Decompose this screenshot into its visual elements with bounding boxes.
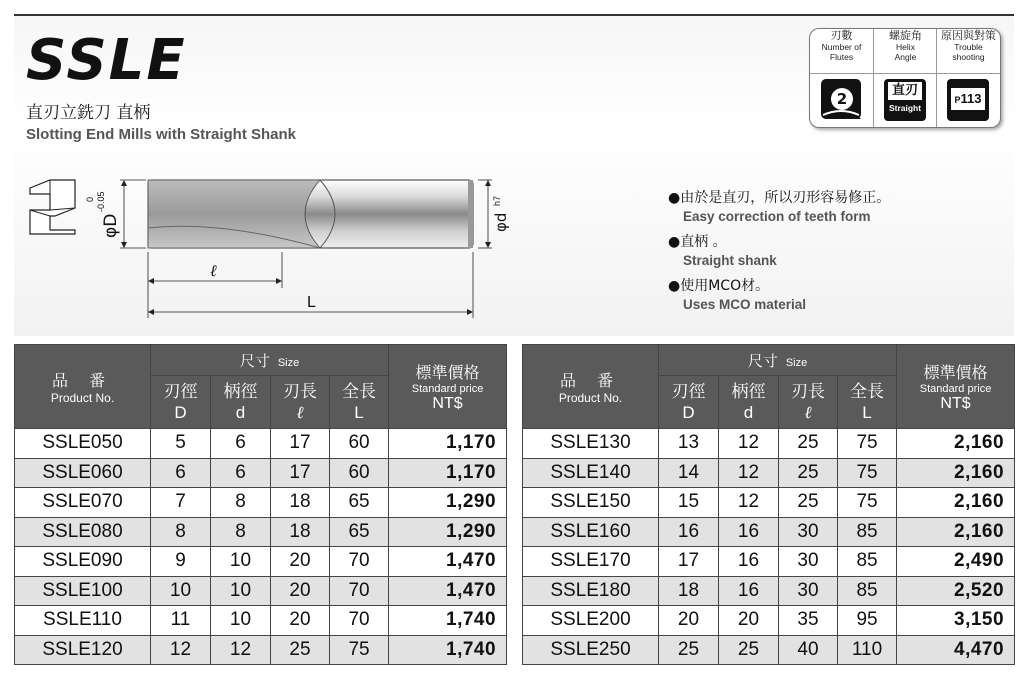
- cell-price: 1,290: [389, 517, 507, 547]
- dim-D-label: φD: [101, 213, 121, 238]
- header-col-L-sym: L: [862, 403, 872, 422]
- cell-L: 85: [838, 576, 897, 606]
- table-row: [523, 429, 1015, 459]
- table-row: [523, 547, 1015, 577]
- cell-product: SSLE150: [523, 488, 659, 518]
- end-view-icon: [30, 180, 75, 234]
- dim-ell-label: ℓ: [210, 261, 217, 280]
- header-size-en: Size: [785, 356, 808, 369]
- header-col-D-zh: 刃徑: [671, 382, 706, 402]
- spec-flutes: [810, 29, 873, 127]
- cell-D: 6: [151, 458, 211, 488]
- cell-d: 8: [211, 517, 271, 547]
- header-product: [15, 345, 151, 429]
- cell-D: 15: [659, 488, 719, 518]
- end-mill-body: [148, 180, 473, 248]
- cell-d: 10: [211, 606, 271, 636]
- header-col-L: [838, 376, 897, 429]
- cell-D: 14: [659, 458, 719, 488]
- cell-l: 20: [271, 606, 330, 636]
- feature-item: [668, 232, 890, 270]
- header-product-en: Product No.: [50, 391, 115, 405]
- cell-price: 4,470: [897, 635, 1015, 665]
- feature-zh: ●使用MCO材。: [668, 278, 770, 294]
- cell-l: 30: [779, 547, 838, 577]
- cell-price: 1,290: [389, 488, 507, 518]
- cell-d: 6: [211, 429, 271, 459]
- header-col-d: [211, 376, 271, 429]
- dim-D-tol-lower: -0.05: [96, 191, 106, 212]
- cell-l: 18: [271, 488, 330, 518]
- spec-trouble-en1: Trouble: [954, 42, 983, 52]
- header-col-d-zh: 柄徑: [223, 382, 258, 402]
- cell-product: SSLE060: [15, 458, 151, 488]
- helix-value-en: Straight: [888, 103, 922, 113]
- cell-L: 85: [838, 547, 897, 577]
- cell-L: 65: [330, 517, 389, 547]
- header-col-l-zh: 刃長: [791, 382, 825, 402]
- cell-D: 16: [659, 517, 719, 547]
- cell-l: 20: [271, 547, 330, 577]
- price-table-right: [522, 344, 1015, 665]
- cell-l: 25: [779, 488, 838, 518]
- feature-list: [668, 188, 890, 320]
- header-col-d-zh: 柄徑: [731, 382, 766, 402]
- cell-L: 70: [330, 576, 389, 606]
- book-icon[interactable]: [947, 79, 989, 121]
- header-price-en: Standard price: [919, 383, 992, 395]
- cell-d: 12: [719, 488, 779, 518]
- cell-product: SSLE180: [523, 576, 659, 606]
- dim-L-label: L: [307, 294, 316, 311]
- tool-drawing: [20, 168, 520, 332]
- spec-divider: [810, 73, 1000, 74]
- price-table-left: [14, 344, 507, 665]
- cell-d: 10: [211, 576, 271, 606]
- header-col-D-sym: D: [682, 403, 695, 422]
- spec-helix: [873, 29, 937, 127]
- cell-L: 85: [838, 517, 897, 547]
- header-col-d: [719, 376, 779, 429]
- cell-L: 75: [838, 429, 897, 459]
- cell-price: 1,170: [389, 429, 507, 459]
- feature-item: [668, 188, 890, 226]
- table-row: [15, 458, 507, 488]
- header-col-l-zh: 刃長: [283, 382, 317, 402]
- feature-en: Easy correction of teeth form: [683, 209, 871, 224]
- cell-D: 11: [151, 606, 211, 636]
- header-size-en: Size: [277, 356, 300, 369]
- header-price: [389, 345, 507, 429]
- cell-product: SSLE130: [523, 429, 659, 459]
- subtitle-english: Slotting End Mills with Straight Shank: [26, 126, 296, 143]
- header-col-l-sym: ℓ: [296, 403, 304, 423]
- page-number: 113: [960, 91, 982, 106]
- cell-d: 16: [719, 576, 779, 606]
- cell-price: 1,470: [389, 547, 507, 577]
- header-size-zh: 尺寸: [239, 351, 270, 370]
- flute-count: 2: [831, 88, 853, 110]
- table-row: [15, 517, 507, 547]
- table-row: [15, 576, 507, 606]
- cell-price: 2,160: [897, 458, 1015, 488]
- header-col-d-sym: d: [743, 403, 754, 422]
- cell-d: 16: [719, 547, 779, 577]
- cell-product: SSLE120: [15, 635, 151, 665]
- cell-D: 13: [659, 429, 719, 459]
- page-prefix: P: [954, 95, 961, 105]
- header-size: [659, 345, 897, 376]
- cell-D: 5: [151, 429, 211, 459]
- table-row: [15, 635, 507, 665]
- spec-trouble: [936, 29, 1000, 127]
- header-price-zh: 標準價格: [923, 363, 988, 382]
- spec-trouble-zh: 原因與對策: [941, 29, 996, 42]
- table-row: [523, 517, 1015, 547]
- cell-price: 2,490: [897, 547, 1015, 577]
- cell-d: 12: [719, 458, 779, 488]
- header-price-zh: 標準價格: [415, 363, 480, 382]
- cell-D: 18: [659, 576, 719, 606]
- spec-flutes-zh: 刃數: [830, 29, 853, 42]
- table-row: [15, 429, 507, 459]
- cell-L: 70: [330, 606, 389, 636]
- cell-d: 10: [211, 547, 271, 577]
- header-col-L-zh: 全長: [850, 382, 885, 402]
- cell-l: 25: [779, 429, 838, 459]
- trouble-page-ref[interactable]: [951, 88, 985, 110]
- cell-L: 65: [330, 488, 389, 518]
- table-row: [523, 606, 1015, 636]
- spec-helix-en1: Helix: [896, 42, 915, 52]
- header-product-zh: 品 番: [51, 371, 114, 390]
- cell-product: SSLE140: [523, 458, 659, 488]
- cell-L: 60: [330, 458, 389, 488]
- cell-L: 70: [330, 547, 389, 577]
- cell-l: 30: [779, 517, 838, 547]
- cell-price: 2,160: [897, 488, 1015, 518]
- cell-D: 10: [151, 576, 211, 606]
- cell-D: 8: [151, 517, 211, 547]
- cell-product: SSLE050: [15, 429, 151, 459]
- cell-l: 30: [779, 576, 838, 606]
- cell-d: 12: [211, 635, 271, 665]
- cell-product: SSLE200: [523, 606, 659, 636]
- header-col-d-sym: d: [235, 403, 246, 422]
- cell-product: SSLE170: [523, 547, 659, 577]
- header-size: [151, 345, 389, 376]
- header-price-currency: NT$: [940, 395, 971, 412]
- table-row: [15, 606, 507, 636]
- cell-D: 12: [151, 635, 211, 665]
- cell-price: 2,160: [897, 517, 1015, 547]
- feature-zh: ●直柄 。: [668, 234, 727, 250]
- header-product-en: Product No.: [558, 391, 623, 405]
- feature-zh: ●由於是直刃，所以刃形容易修正。: [668, 190, 891, 206]
- header-col-D: [151, 376, 211, 429]
- header-col-D-zh: 刃徑: [163, 382, 198, 402]
- cell-price: 1,740: [389, 635, 507, 665]
- header-size-zh: 尺寸: [747, 351, 778, 370]
- header-col-D: [659, 376, 719, 429]
- header-col-L: [330, 376, 389, 429]
- spec-helix-en2: Angle: [894, 52, 917, 62]
- cell-l: 25: [271, 635, 330, 665]
- cell-L: 110: [838, 635, 897, 665]
- straight-helix-icon: [884, 79, 926, 121]
- spec-helix-zh: 螺旋角: [889, 29, 922, 42]
- cell-l: 35: [779, 606, 838, 636]
- cell-D: 9: [151, 547, 211, 577]
- header-col-L-sym: L: [354, 403, 364, 422]
- cell-price: 3,150: [897, 606, 1015, 636]
- header-price-currency: NT$: [432, 395, 463, 412]
- header-col-l: [271, 376, 330, 429]
- cell-l: 20: [271, 576, 330, 606]
- header-col-l: [779, 376, 838, 429]
- cell-product: SSLE160: [523, 517, 659, 547]
- cell-L: 75: [838, 458, 897, 488]
- cell-d: 8: [211, 488, 271, 518]
- cell-price: 1,170: [389, 458, 507, 488]
- dim-D-tol-upper: 0: [85, 196, 95, 202]
- cell-product: SSLE080: [15, 517, 151, 547]
- cell-l: 25: [779, 458, 838, 488]
- spec-flutes-en1: Number of: [821, 42, 862, 52]
- feature-en: Straight shank: [683, 253, 777, 268]
- cell-D: 20: [659, 606, 719, 636]
- table-row: [523, 458, 1015, 488]
- feature-en: Uses MCO material: [683, 297, 807, 312]
- table-row: [15, 547, 507, 577]
- spec-trouble-en2: shooting: [952, 52, 985, 62]
- cell-product: SSLE090: [15, 547, 151, 577]
- header-col-l-sym: ℓ: [804, 403, 812, 423]
- header-price: [897, 345, 1015, 429]
- header-col-L-zh: 全長: [342, 382, 377, 402]
- cell-d: 20: [719, 606, 779, 636]
- helix-value-zh: 直刃: [888, 82, 922, 100]
- cell-d: 16: [719, 517, 779, 547]
- cell-price: 2,160: [897, 429, 1015, 459]
- table-row: [523, 635, 1015, 665]
- cell-product: SSLE250: [523, 635, 659, 665]
- spec-flutes-en2: Flutes: [829, 52, 854, 62]
- table-row: [523, 488, 1015, 518]
- cell-D: 17: [659, 547, 719, 577]
- header-product-zh: 品 番: [559, 371, 622, 390]
- spec-icon-box: [809, 28, 1001, 128]
- product-title: SSLE: [26, 28, 187, 93]
- dim-d-tol: h7: [492, 195, 502, 206]
- cell-price: 1,470: [389, 576, 507, 606]
- header-product: [523, 345, 659, 429]
- cell-L: 75: [330, 635, 389, 665]
- cell-product: SSLE110: [15, 606, 151, 636]
- cell-product: SSLE070: [15, 488, 151, 518]
- feature-item: [668, 276, 890, 314]
- cell-price: 1,740: [389, 606, 507, 636]
- cell-d: 12: [719, 429, 779, 459]
- dim-d-label: φd: [492, 212, 510, 232]
- cell-d: 6: [211, 458, 271, 488]
- cell-L: 60: [330, 429, 389, 459]
- header-price-en: Standard price: [411, 383, 484, 395]
- cell-l: 18: [271, 517, 330, 547]
- two-flutes-icon: [821, 79, 861, 119]
- header-col-D-sym: D: [174, 403, 187, 422]
- table-row: [523, 576, 1015, 606]
- subtitle-chinese: 直刃立銑刀 直柄: [26, 103, 151, 123]
- table-row: [15, 488, 507, 518]
- cell-D: 25: [659, 635, 719, 665]
- cell-L: 75: [838, 488, 897, 518]
- cell-D: 7: [151, 488, 211, 518]
- cell-l: 17: [271, 429, 330, 459]
- cell-l: 17: [271, 458, 330, 488]
- cell-d: 25: [719, 635, 779, 665]
- cell-L: 95: [838, 606, 897, 636]
- cell-product: SSLE100: [15, 576, 151, 606]
- cell-l: 40: [779, 635, 838, 665]
- cell-price: 2,520: [897, 576, 1015, 606]
